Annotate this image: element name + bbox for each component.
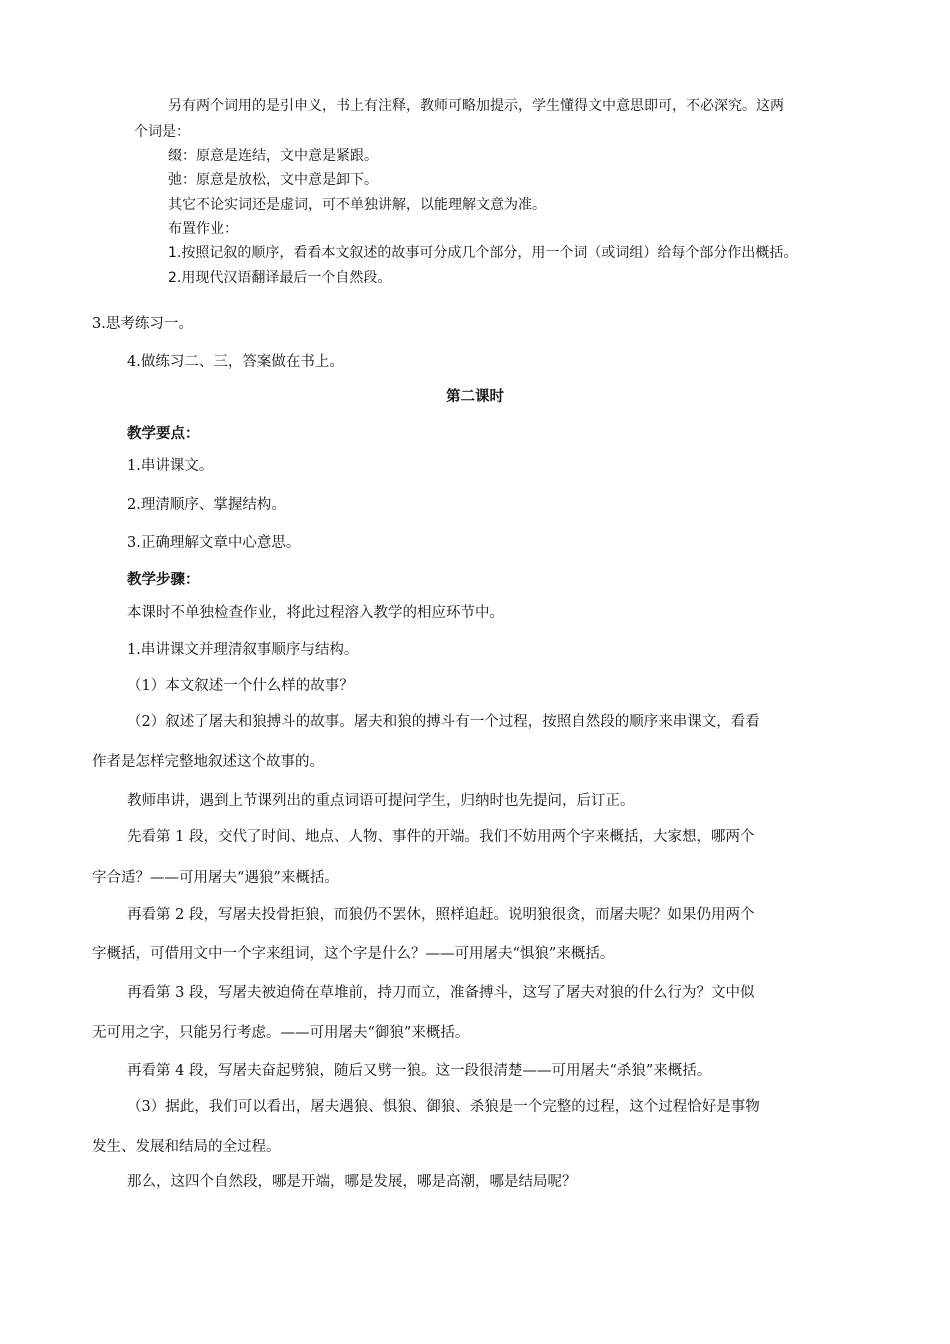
text-line: 布置作业：: [168, 221, 238, 237]
paragraph-cont: 发生、发展和结局的全过程。: [92, 1139, 281, 1155]
key-point-item: 3.正确理解文章中心意思。: [127, 535, 301, 551]
paragraph: 再看第 4 段，写屠夫奋起劈狼，随后又劈一狼。这一段很清楚——可用屠夫“杀狼”来概括。: [127, 1063, 712, 1079]
homework-item-4: 4.做练习二、三，答案做在书上。: [127, 354, 344, 370]
paragraph: 先看第 1 段，交代了时间、地点、人物、事件的开端。我们不妨用两个字来概括，大家想，哪两个: [127, 829, 755, 845]
paragraph: （1）本文叙述一个什么样的故事？: [127, 678, 354, 694]
text-line: 另有两个词用的是引申义，书上有注释，教师可略加提示，学生懂得文中意思即可，不必深究。这两: [168, 98, 784, 114]
paragraph: 本课时不单独检查作业，将此过程溶入教学的相应环节中。: [127, 605, 504, 621]
key-point-item: 2.理清顺序、掌握结构。: [127, 497, 286, 513]
paragraph-cont: 无可用之字，只能另行考虑。——可用屠夫“御狼”来概括。: [92, 1025, 470, 1041]
paragraph-cont: 字合适？——可用屠夫“遇狼”来概括。: [92, 870, 339, 886]
paragraph-cont: 作者是怎样完整地叙述这个故事的。: [92, 754, 324, 770]
text-line: 弛：原意是放松，文中意是卸下。: [168, 172, 378, 188]
paragraph: 教师串讲，遇到上节课列出的重点词语可提问学生，归纳时也先提问，后订正。: [127, 793, 635, 809]
paragraph: 1.串讲课文并理清叙事顺序与结构。: [127, 642, 359, 658]
homework-item-2: 2.用现代汉语翻译最后一个自然段。: [168, 270, 392, 286]
homework-item-1: 1.按照记叙的顺序，看看本文叙述的故事可分成几个部分，用一个词（或词组）给每个部分作出概括。: [168, 245, 798, 261]
text-line: 其它不论实词还是虚词，可不单独讲解，以能理解文意为准。: [168, 197, 546, 213]
paragraph: 那么，这四个自然段，哪是开端，哪是发展，哪是高潮，哪是结局呢？: [127, 1174, 577, 1190]
text-line: 缀：原意是连结，文中意是紧跟。: [168, 148, 378, 164]
paragraph: （3）据此，我们可以看出，屠夫遇狼、惧狼、御狼、杀狼是一个完整的过程，这个过程恰好是事物: [127, 1099, 760, 1115]
key-points-heading: 教学要点：: [127, 425, 200, 442]
paragraph: （2）叙述了屠夫和狼搏斗的故事。屠夫和狼的搏斗有一个过程，按照自然段的顺序来串课文，看看: [127, 714, 760, 730]
section-title: 第二课时: [446, 388, 504, 405]
paragraph-cont: 字概括，可借用文中一个字来组词，这个字是什么？——可用屠夫“惧狼”来概括。: [92, 946, 615, 962]
key-point-item: 1.串讲课文。: [127, 458, 214, 474]
paragraph: 再看第 3 段，写屠夫被迫倚在草堆前，持刀而立，准备搏斗，这写了屠夫对狼的什么行为？文中似: [127, 985, 755, 1001]
paragraph: 再看第 2 段，写屠夫投骨拒狼，而狼仍不罢休，照样追赶。说明狼很贪，而屠夫呢？如果仍用两个: [127, 907, 755, 923]
text-line: 个词是：: [134, 124, 190, 140]
steps-heading: 教学步骤：: [127, 571, 200, 588]
homework-item-3: 3.思考练习一。: [92, 316, 193, 332]
